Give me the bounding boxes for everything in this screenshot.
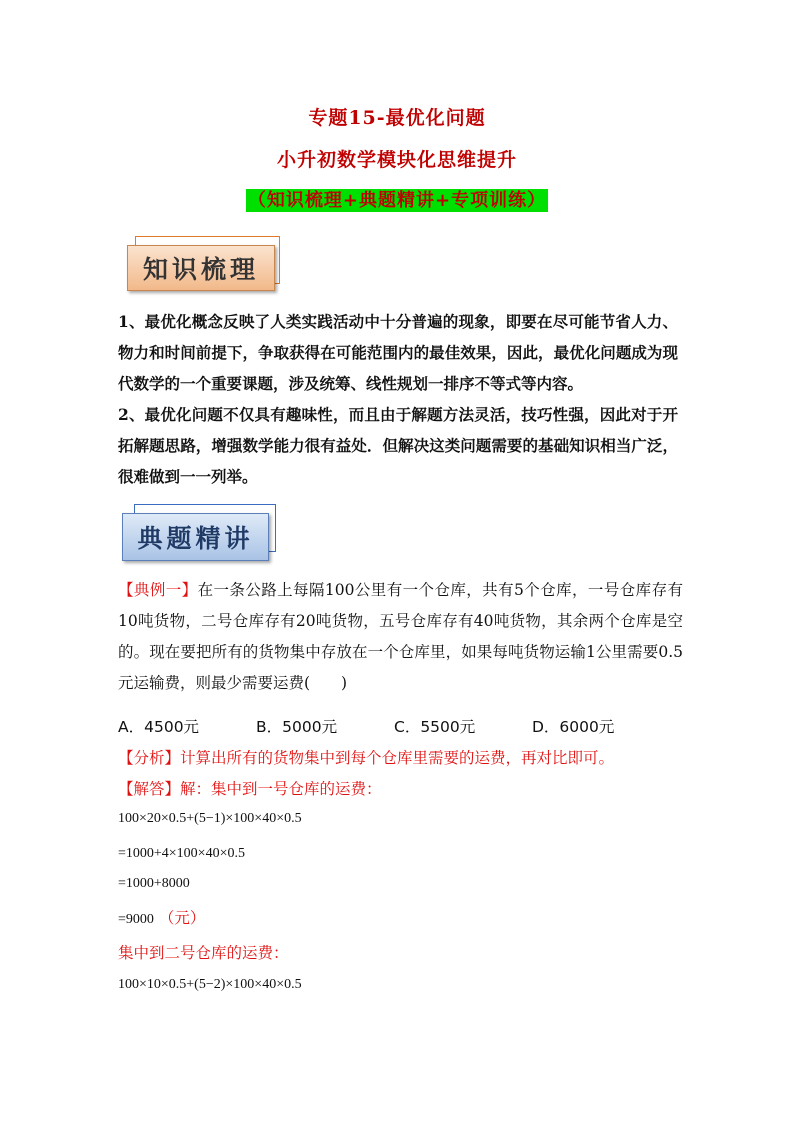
answer-intro: 解：集中到一号仓库的运费： [180,780,382,798]
page-subtitle: 小升初数学模块化思维提升 [276,149,517,171]
page-title: 专题15-最优化问题 [308,107,486,129]
option-c: C．5500元 [394,718,476,736]
knowledge-point-2: 2、最优化问题不仅具有趣味性，而且由于解题方法灵活，技巧性强，因此对于开拓解题思路，增强数学能力很有益处．但解决这类问题需要的基础知识相当广泛，很难做到一一列举。 [118,405,678,486]
solution-step-2: =1000+4×100×40×0.5 [118,846,245,861]
second-warehouse-intro: 集中到二号仓库的运费： [118,944,289,962]
result-unit: （元） [158,909,206,927]
answer-tag: 【解答】 [118,780,181,798]
solution-step-4 [118,906,205,928]
solution-step-1: 100×20×0.5+(5−1)×100×40×0.5 [118,811,302,826]
second-warehouse-step: 100×10×0.5+(5−2)×100×40×0.5 [118,977,302,992]
solution-step-3: =1000+8000 [118,876,190,891]
option-a: A．4500元 [118,718,200,736]
banner-label: 典题精讲 [122,513,269,561]
analysis-text: 计算出所有的货物集中到每个仓库里需要的运费，再对比即可。 [180,749,615,767]
example-1-tag: 【典例一】 [118,581,198,599]
analysis-tag: 【分析】 [118,749,181,767]
example-1-analysis [118,746,678,768]
result-value: =9000 [118,912,154,927]
knowledge-point-1: 1、最优化概念反映了人类实践活动中十分普遍的现象，即要在尽可能节省人力、物力和时间前提下，争取获得在可能范围内的最佳效果，因此，最优化问题成为现代数学的一个重要课题，涉及统筹、线性规划一排序不等式等内容。 [118,312,678,393]
example-1-answer [118,777,382,799]
tagline-highlight: （知识梳理+典题精讲+专项训练） [247,190,547,211]
example-1-text: 在一条公路上每隔100公里有一个仓库，共有5个仓库，一号仓库存有10吨货物，二号仓库存有20吨货物，五号仓库存有40吨货物，其余两个仓库是空的。现在要把所有的货物集中存放在一个仓库里，如果每吨货物运输1公里需要0.5元运输费，则最少需要运费( ) [118,581,683,692]
option-d: D．6000元 [532,718,615,736]
option-b: B．5000元 [256,718,338,736]
banner-label: 知识梳理 [127,245,275,291]
page-tagline [0,186,794,212]
example-1-options [118,715,678,737]
example-1-question [118,575,683,699]
